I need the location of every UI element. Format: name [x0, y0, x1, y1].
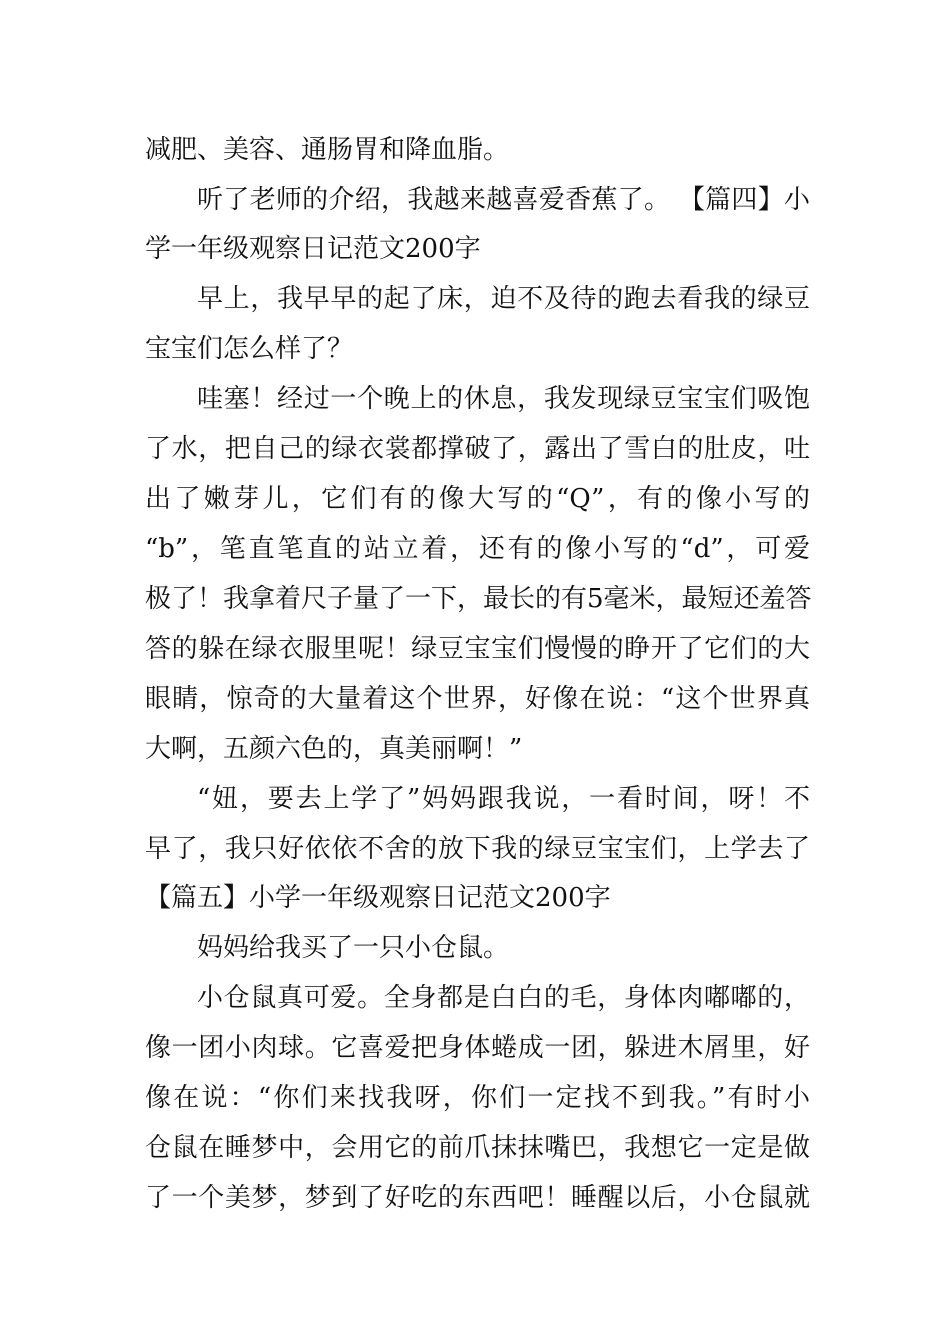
text-line: 出了嫩芽儿，它们有的像大写的“Q”，有的像小写的 [145, 484, 810, 514]
text-line: 像一团小肉球。它喜爱把身体蜷成一团，躲进木屑里，好 [145, 1033, 810, 1063]
text-line: 大啊，五颜六色的，真美丽啊！” [145, 734, 523, 764]
text-line: 早上，我早早的起了床，迫不及待的跑去看我的绿豆 [197, 284, 810, 314]
text-line: “妞，要去上学了”妈妈跟我说，一看时间，呀！不 [197, 784, 810, 814]
text-line: 哇塞！经过一个晚上的休息，我发现绿豆宝宝们吸饱 [197, 384, 810, 414]
text-line: 了水，把自己的绿衣裳都撑破了，露出了雪白的肚皮，吐 [145, 434, 810, 464]
text-line: 了一个美梦，梦到了好吃的东西吧！睡醒以后，小仓鼠就 [145, 1183, 810, 1213]
text-line: 小仓鼠真可爱。全身都是白白的毛，身体肉嘟嘟的， [197, 983, 810, 1013]
text-line: 仓鼠在睡梦中，会用它的前爪抹抹嘴巴，我想它一定是做 [145, 1133, 810, 1163]
text-line: 宝宝们怎么样了？ [145, 334, 354, 364]
text-line: 学一年级观察日记范文200字 [145, 234, 481, 264]
text-line: 妈妈给我买了一只小仓鼠。 [197, 933, 510, 963]
text-line: 早了，我只好依依不舍的放下我的绿豆宝宝们，上学去了 [145, 834, 810, 864]
text-line: 像在说：“你们来找我呀，你们一定找不到我。”有时小 [145, 1083, 810, 1113]
text-line: “b”，笔直笔直的站立着，还有的像小写的“d”，可爱 [145, 534, 810, 564]
text-line: 听了老师的介绍，我越来越喜爱香蕉了。 【篇四】小 [197, 185, 810, 215]
text-line: 极了！我拿着尺子量了一下，最长的有5毫米，最短还羞答 [145, 584, 812, 614]
text-line: 眼睛，惊奇的大量着这个世界，好像在说：“这个世界真 [145, 684, 810, 714]
text-line: 【篇五】小学一年级观察日记范文200字 [145, 883, 611, 913]
text-line: 答的躲在绿衣服里呢！绿豆宝宝们慢慢的睁开了它们的大 [145, 634, 810, 664]
text-line: 减肥、美容、通肠胃和降血脂。 [145, 135, 510, 165]
